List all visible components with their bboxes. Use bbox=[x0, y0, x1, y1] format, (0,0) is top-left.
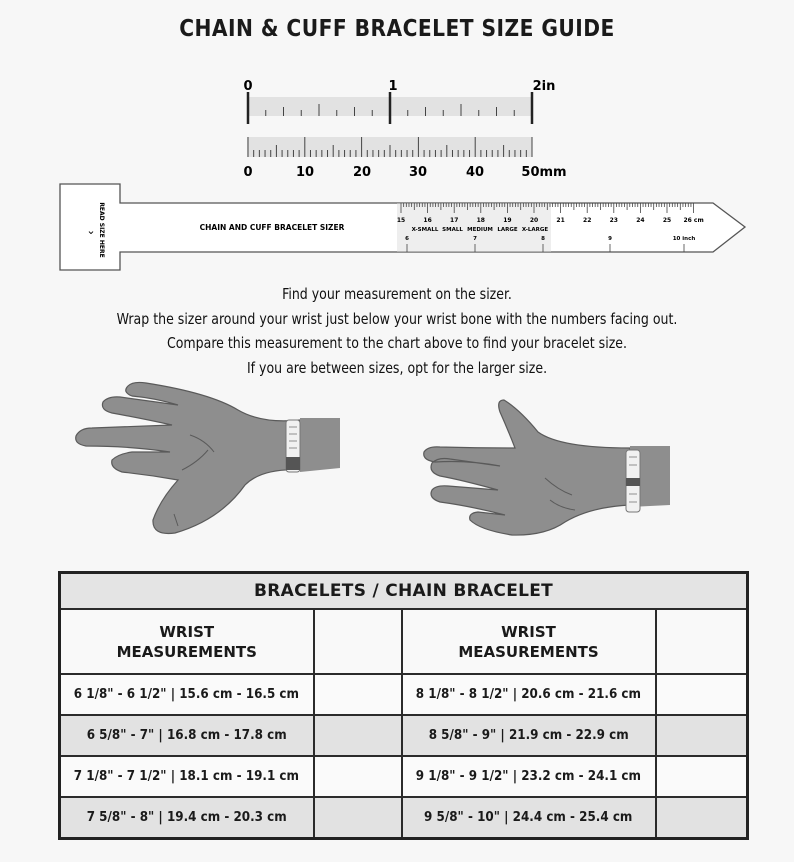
sizer-size-label: MEDIUM bbox=[467, 227, 493, 233]
right-band-mark bbox=[626, 478, 640, 486]
sizer-size-label: SMALL bbox=[442, 227, 463, 233]
left-size-cell bbox=[60, 756, 314, 797]
left-size-text: 6 1/8" - 6 1/2" | 15.6 cm - 16.5 cm bbox=[74, 687, 300, 702]
right-size-text: 9 1/8" - 9 1/2" | 23.2 cm - 24.1 cm bbox=[415, 769, 642, 784]
left-size-cell bbox=[60, 797, 314, 839]
mm-label-30: 30 bbox=[408, 165, 428, 180]
table-row bbox=[60, 674, 748, 715]
inch-label-1: 1 bbox=[388, 79, 398, 94]
sizer-cm-label: 16 bbox=[423, 217, 432, 224]
empty-cell bbox=[656, 715, 748, 756]
left-size-text: 6 5/8" - 7" | 16.8 cm - 17.8 cm bbox=[86, 728, 287, 743]
sizer-size-label: LARGE bbox=[497, 227, 518, 233]
empty-cell bbox=[314, 674, 402, 715]
left-header bbox=[60, 609, 314, 674]
right-hand-shape bbox=[424, 400, 630, 535]
sizer-inch-label: 10 inch bbox=[672, 236, 696, 242]
right-hand-illustration bbox=[424, 400, 670, 535]
mm-label-50: 50mm bbox=[521, 165, 567, 180]
left-header-line1: WRIST bbox=[159, 622, 215, 641]
instruction-line-4: If you are between sizes, opt for the larger size. bbox=[246, 358, 548, 377]
left-hand-shape bbox=[76, 382, 300, 533]
sizer-cm-label: 19 bbox=[503, 217, 512, 224]
inch-label-2: 2in bbox=[532, 79, 556, 94]
left-header-line2: MEASUREMENTS bbox=[116, 642, 257, 661]
left-hand-illustration bbox=[76, 382, 340, 533]
sizer-inch-label: 7 bbox=[473, 236, 477, 242]
sizer-size-label: X-LARGE bbox=[521, 227, 549, 233]
sizer-cm-label: 17 bbox=[450, 217, 459, 224]
instruction-line-2: Wrap the sizer around your wrist just below your wrist bone with the numbers facing out. bbox=[116, 309, 678, 328]
right-size-cell bbox=[402, 674, 656, 715]
instructions bbox=[0, 282, 794, 380]
page-title: CHAIN & CUFF BRACELET SIZE GUIDE bbox=[179, 16, 615, 42]
left-header-empty bbox=[314, 609, 402, 674]
instruction-line-3: Compare this measurement to the chart above to find your bracelet size. bbox=[166, 334, 628, 352]
mm-label-10: 10 bbox=[295, 165, 315, 180]
table-row bbox=[60, 797, 748, 839]
left-size-text: 7 5/8" - 8" | 19.4 cm - 20.3 cm bbox=[86, 810, 287, 825]
sizer-inch-label: 6 bbox=[405, 236, 409, 242]
size-table bbox=[58, 571, 749, 840]
sizer-cm-label: 25 bbox=[662, 217, 672, 224]
table-row bbox=[60, 756, 748, 797]
mm-label-20: 20 bbox=[352, 165, 372, 180]
empty-cell bbox=[656, 756, 748, 797]
sizer-cm-label: 20 bbox=[529, 217, 539, 224]
left-band-mark bbox=[286, 457, 300, 470]
sizer-cm-label: 21 bbox=[556, 217, 565, 224]
empty-cell bbox=[314, 715, 402, 756]
sizer-cm-label: 22 bbox=[583, 217, 592, 224]
mm-ruler bbox=[243, 137, 566, 180]
sizer-cm-label: 18 bbox=[476, 217, 485, 224]
table-title: BRACELETS / CHAIN BRACELET bbox=[60, 573, 748, 610]
right-size-text: 9 5/8" - 10" | 24.4 cm - 25.4 cm bbox=[424, 810, 633, 825]
right-header-line1: WRIST bbox=[501, 622, 556, 641]
read-arrow-icon: ⌄ bbox=[86, 224, 96, 237]
sizer-cm-label: 15 bbox=[396, 217, 406, 224]
table-header-row bbox=[60, 609, 748, 674]
right-header bbox=[402, 609, 656, 674]
read-size-label: READ SIZE HERE bbox=[98, 202, 105, 258]
right-size-text: 8 5/8" - 9" | 21.9 cm - 22.9 cm bbox=[428, 728, 629, 743]
sizer-size-label: X-SMALL bbox=[411, 227, 439, 233]
right-size-text: 8 1/8" - 8 1/2" | 20.6 cm - 21.6 cm bbox=[415, 687, 642, 702]
inch-label-0: 0 bbox=[243, 79, 253, 94]
empty-cell bbox=[314, 756, 402, 797]
mm-label-40: 40 bbox=[465, 165, 485, 180]
sizer-cm-label: 24 bbox=[636, 217, 645, 224]
sizer-cm-label: 23 bbox=[609, 217, 618, 224]
left-size-cell bbox=[60, 674, 314, 715]
table-row bbox=[60, 715, 748, 756]
mm-label-0: 0 bbox=[243, 165, 253, 180]
right-header-empty bbox=[656, 609, 748, 674]
bracelet-sizer bbox=[60, 184, 745, 270]
empty-cell bbox=[656, 674, 748, 715]
sizer-inch-label: 8 bbox=[541, 236, 545, 242]
sizer-cm-label: 26 cm bbox=[683, 217, 704, 224]
left-forearm bbox=[300, 418, 340, 472]
sizer-inch-label: 9 bbox=[608, 236, 612, 242]
right-size-cell bbox=[402, 715, 656, 756]
right-size-cell bbox=[402, 797, 656, 839]
empty-cell bbox=[656, 797, 748, 839]
left-size-text: 7 1/8" - 7 1/2" | 18.1 cm - 19.1 cm bbox=[74, 769, 300, 784]
right-size-cell bbox=[402, 756, 656, 797]
empty-cell bbox=[314, 797, 402, 839]
sizer-name: CHAIN AND CUFF BRACELET SIZER bbox=[199, 223, 345, 232]
inch-ruler bbox=[243, 79, 555, 124]
instruction-line-1: Find your measurement on the sizer. bbox=[282, 285, 512, 303]
right-header-line2: MEASUREMENTS bbox=[458, 642, 599, 661]
left-size-cell bbox=[60, 715, 314, 756]
